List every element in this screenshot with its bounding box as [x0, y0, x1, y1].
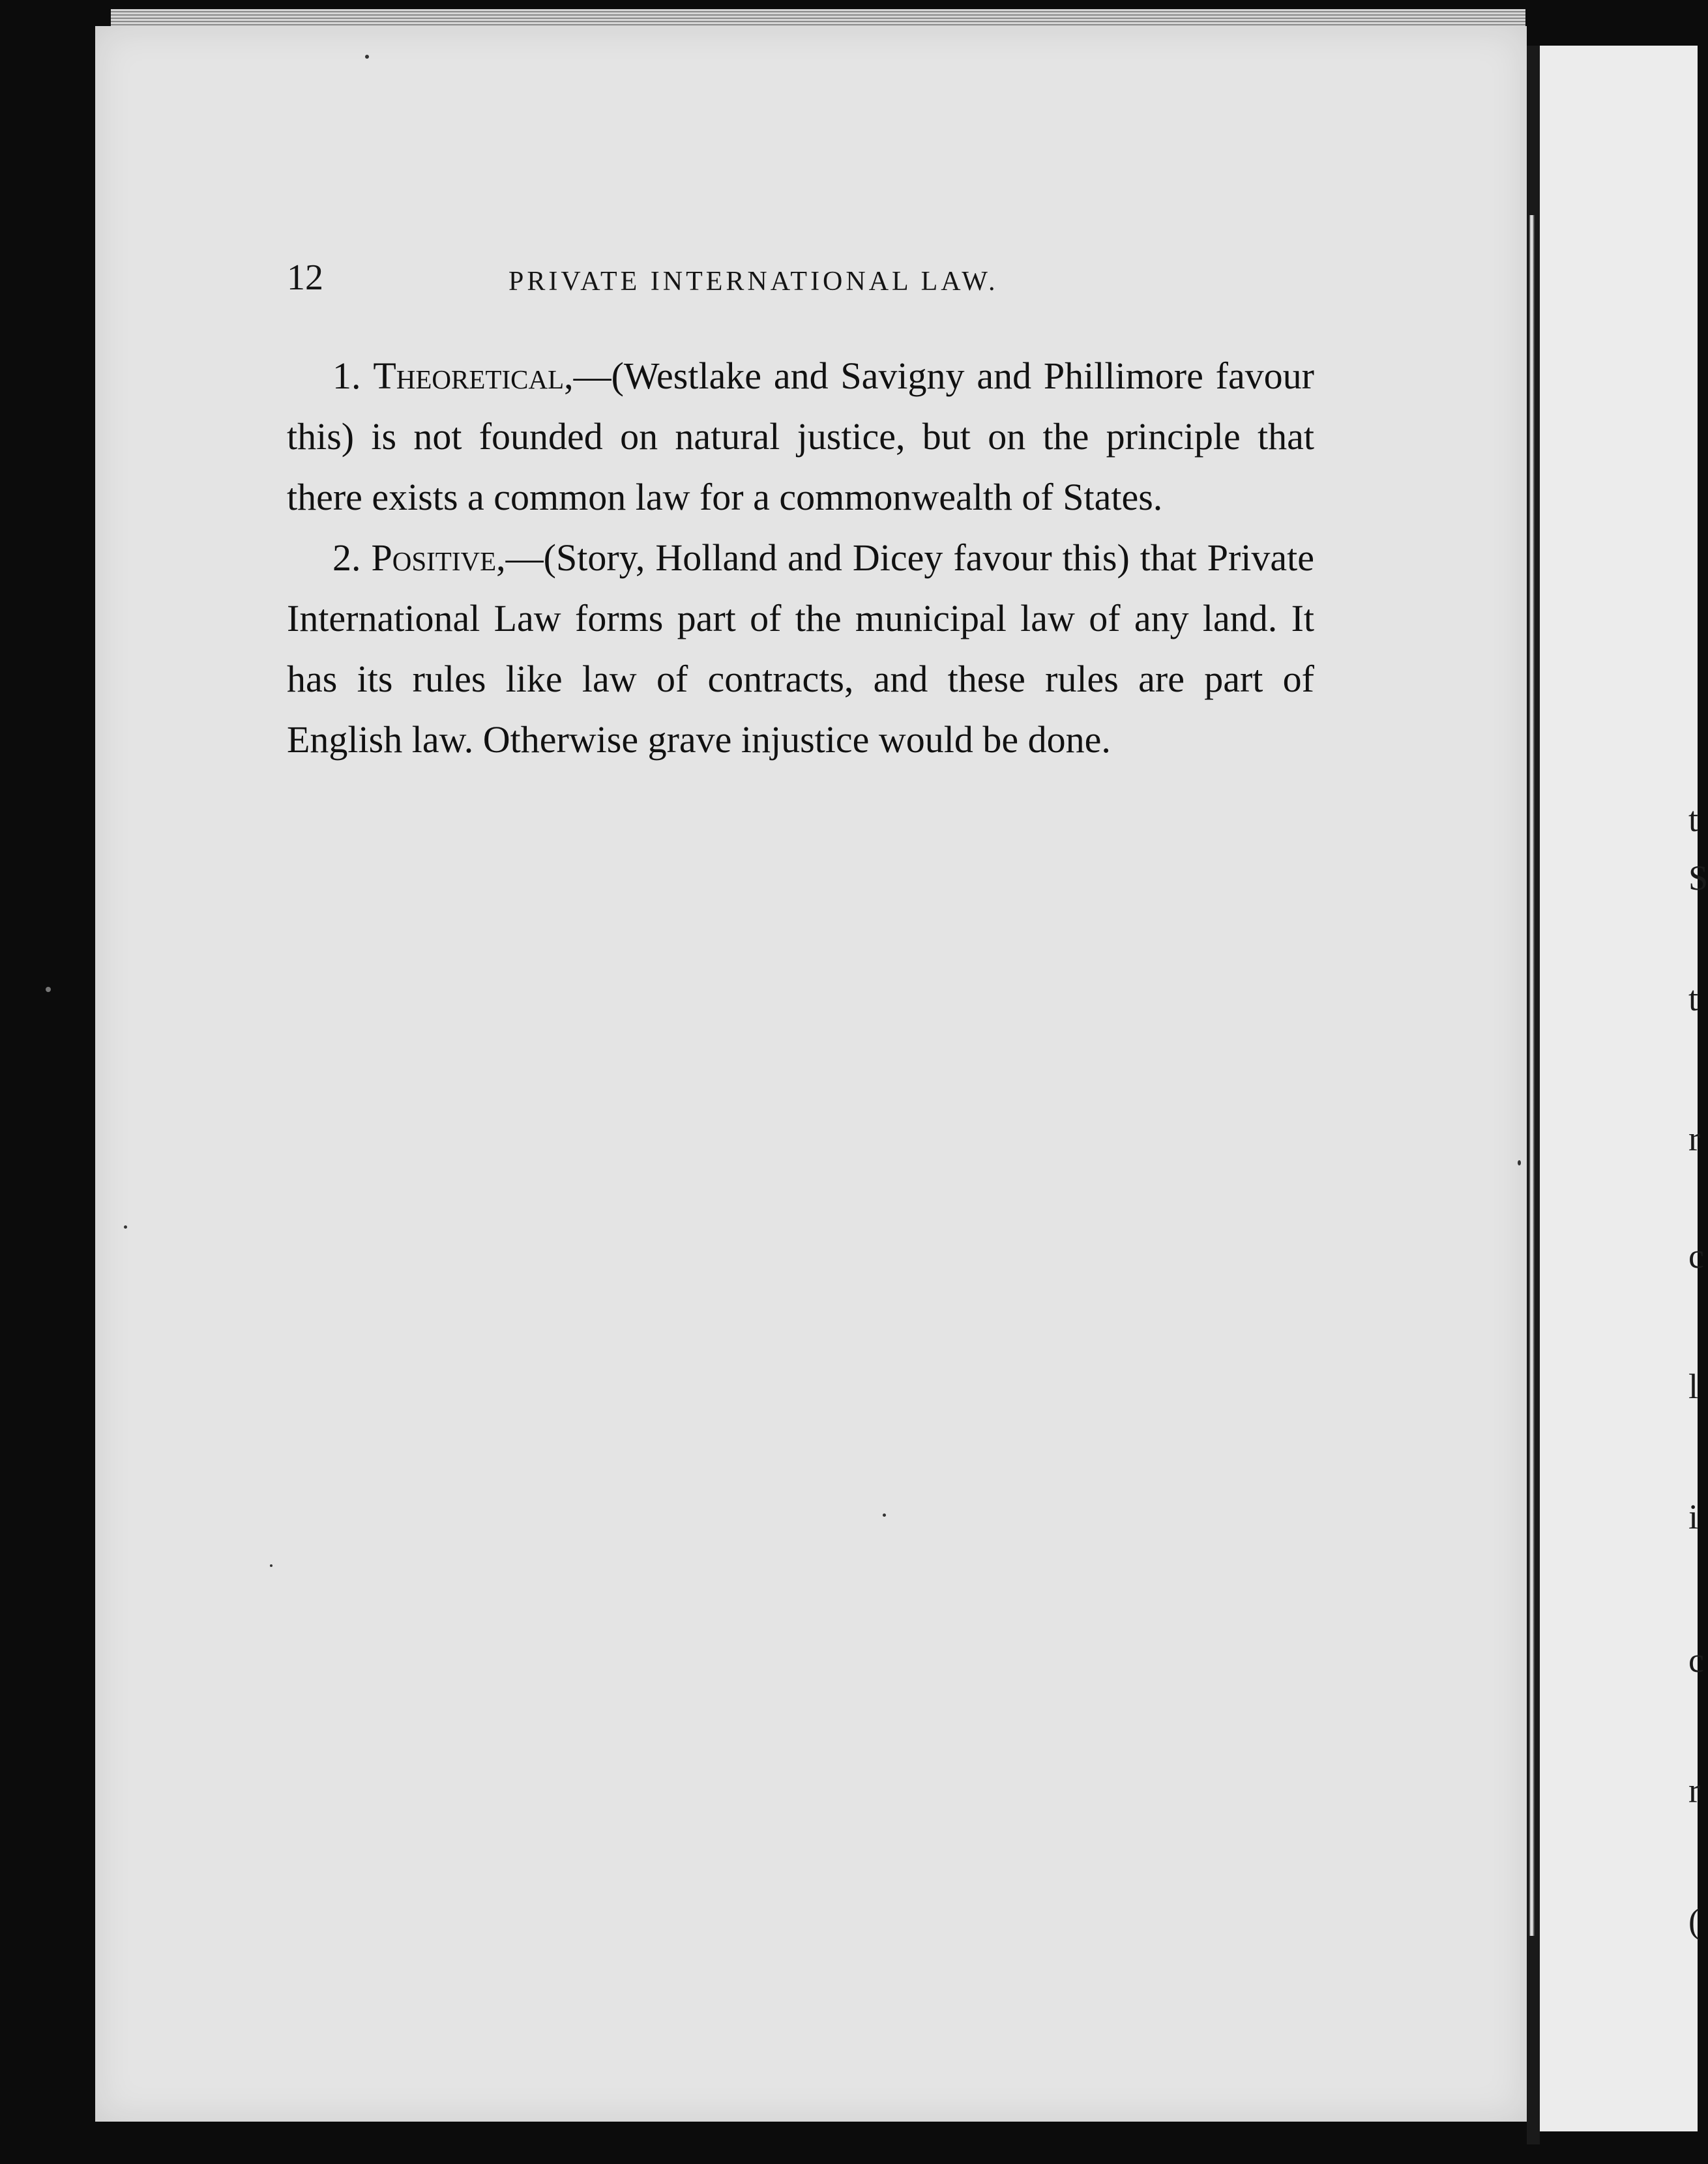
scan-speck [270, 1564, 272, 1567]
paragraph-theoretical [287, 345, 1314, 527]
book-page [95, 26, 1527, 2122]
paragraph-marker: 2. [332, 536, 361, 579]
fragment-glyph: c [1688, 1641, 1704, 1680]
fragment-glyph: r [1688, 1771, 1700, 1810]
fragment-glyph: l [1688, 1367, 1699, 1406]
binding-thread [1529, 215, 1535, 1936]
page-body [287, 345, 1314, 770]
fragment-glyph: r [1688, 1119, 1700, 1158]
paragraph-term: Theoretical, [373, 355, 574, 397]
fragment-glyph: t [1688, 800, 1699, 839]
paragraph-positive [287, 527, 1314, 770]
fragment-glyph: t [1688, 979, 1699, 1018]
fragment-glyph: i [1688, 1497, 1699, 1536]
scan-speck [1518, 1160, 1521, 1165]
running-head: PRIVATE INTERNATIONAL LAW. [508, 267, 999, 297]
paragraph-marker: 1. [332, 355, 361, 397]
scan-speck [124, 1225, 127, 1229]
fragment-glyph: S [1688, 858, 1708, 898]
scan-speck [46, 987, 51, 992]
fragment-glyph: c [1688, 1236, 1704, 1276]
paragraph-text: —(Story, Holland and Dicey favour this) that Private International Law forms part of the municipal law of any land. It has its rules like law of contracts, and these rules are part of English law. Otherwise grave injustice would be done. [287, 536, 1314, 761]
paragraph-text: —(Westlake and Savigny and Phillimore favour this) is not founded on natural justice, but on the principle that there exists a common law for a commonwealth of States. [287, 355, 1314, 518]
page-header [287, 257, 1310, 296]
scan-speck [365, 55, 369, 59]
scan-speck [883, 1513, 886, 1517]
fragment-glyph: ( [1688, 1901, 1700, 1940]
facing-page-edge [1540, 46, 1698, 2131]
page-number: 12 [287, 257, 323, 298]
paragraph-term: Positive, [371, 536, 506, 579]
